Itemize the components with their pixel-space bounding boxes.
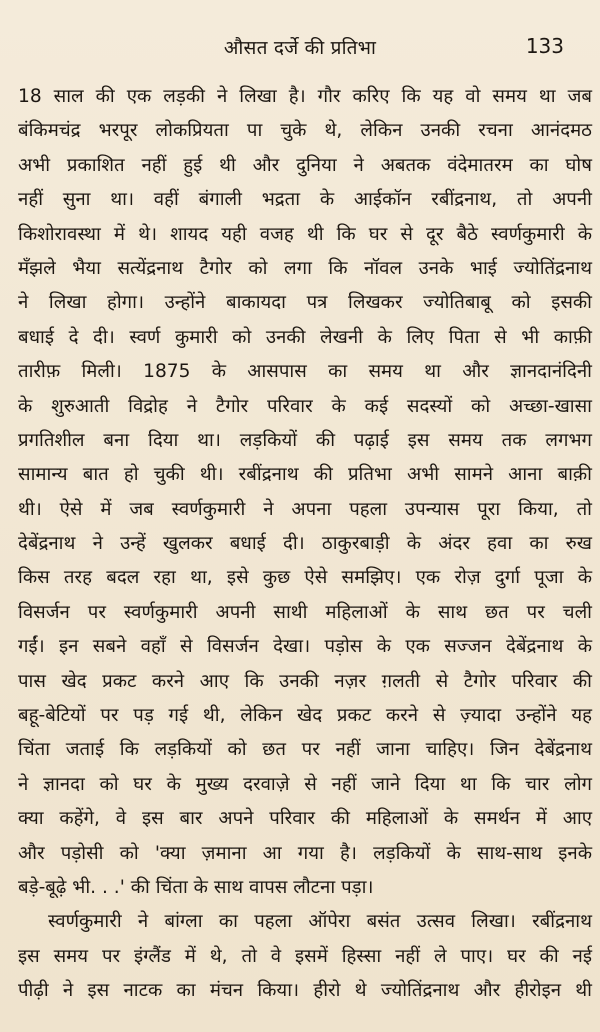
text-line: और पड़ोसी को 'क्या ज़माना आ गया है। लड़कियों के साथ-साथ इनके	[18, 842, 592, 864]
text-line: पीढ़ी ने इस नाटक का मंचन किया। हीरो थे ज्योतिंद्रनाथ और हीरोइन थी	[18, 980, 592, 1002]
text-line: सामान्य बात हो चुकी थी। रबींद्रनाथ की प्रतिभा अभी सामने आना बाक़ी	[18, 464, 592, 486]
text-line: मँझले भैया सत्येंद्रनाथ टैगोर को लगा कि नॉवल उनके भाई ज्योतिंद्रनाथ	[18, 257, 592, 279]
text-line: बधाई दे दी। स्वर्ण कुमारी को उनकी लेखनी के लिए पिता से भी काफ़ी	[18, 326, 592, 348]
text-line: के शुरुआती विद्रोह ने टैगोर परिवार के कई सदस्यों को अच्छा-खासा	[18, 395, 592, 417]
text-line: बंकिमचंद्र भरपूर लोकप्रियता पा चुके थे, लेकिन उनकी रचना आनंदमठ	[18, 120, 592, 142]
text-line: क्या कहेंगे, वे इस बार अपने परिवार की महिलाओं के समर्थन में आए	[18, 808, 592, 830]
text-line: किशोरावस्था में थे। शायद यही वजह थी कि घर से दूर बैठे स्वर्णकुमारी के	[18, 223, 592, 245]
text-line: किस तरह बदल रहा था, इसे कुछ ऐसे समझिए। एक रोज़ दुर्गा पूजा के	[18, 567, 592, 589]
text-line: अभी प्रकाशित नहीं हुई थी और दुनिया ने अबतक वंदेमातरम का घोष	[18, 154, 592, 176]
text-line: इस समय पर इंग्लैंड में थे, तो वे इसमें हिस्सा नहीं ले पाए। घर की नई	[18, 945, 592, 967]
text-line: गईं। इन सबने वहाँ से विसर्जन देखा। पड़ोस के एक सज्जन देबेंद्रनाथ के	[18, 636, 592, 658]
text-line: ने लिखा होगा। उन्होंने बाकायदा पत्र लिखकर ज्योतिबाबू को इसकी	[18, 292, 592, 314]
text-line: बहू-बेटियों पर पड़ गई थी, लेकिन खेद प्रकट करने से ज़्यादा उन्होंने यह	[18, 705, 592, 727]
text-line: पास खेद प्रकट करने आए कि उनकी नज़र ग़लती से टैगोर परिवार की	[18, 670, 592, 692]
text-line: 18 साल की एक लड़की ने लिखा है। गौर करिए कि यह वो समय था जब	[18, 86, 592, 107]
text-line-paragraph-start: स्वर्णकुमारी ने बांग्ला का पहला ऑपेरा बसंत उत्सव लिखा। रबींद्रनाथ	[48, 911, 592, 933]
text-line: थी। ऐसे में जब स्वर्णकुमारी ने अपना पहला उपन्यास पूरा किया, तो	[18, 498, 592, 520]
text-line: चिंता जताई कि लड़कियों को छत पर नहीं जाना चाहिए। जिन देबेंद्रनाथ	[18, 739, 592, 761]
text-line: विसर्जन पर स्वर्णकुमारी अपनी साथी महिलाओं के साथ छत पर चली	[18, 601, 592, 623]
page-number: 133	[525, 34, 564, 58]
text-line: प्रगतिशील बना दिया था। लड़कियों की पढ़ाई इस समय तक लगभग	[18, 429, 592, 451]
chapter-title: औसत दर्जे की प्रतिभा	[223, 37, 377, 59]
text-line: नहीं सुना था। वहीं बंगाली भद्रता के आईकॉन रबींद्रनाथ, तो अपनी	[18, 189, 592, 211]
body-text	[18, 80, 592, 1009]
text-line-paragraph-end: बड़े-बूढ़े भी. . .' की चिंता के साथ वापस लौटना पड़ा।	[18, 876, 374, 898]
text-line: ने ज्ञानदा को घर के मुख्य दरवाज़े से नहीं जाने दिया था कि चार लोग	[18, 773, 592, 795]
text-line: तारीफ़ मिली। 1875 के आसपास का समय था और ज्ञानदानंदिनी	[18, 361, 592, 383]
text-line: देबेंद्रनाथ ने उन्हें खुलकर बधाई दी। ठाकुरबाड़ी के अंदर हवा का रुख	[18, 533, 592, 555]
